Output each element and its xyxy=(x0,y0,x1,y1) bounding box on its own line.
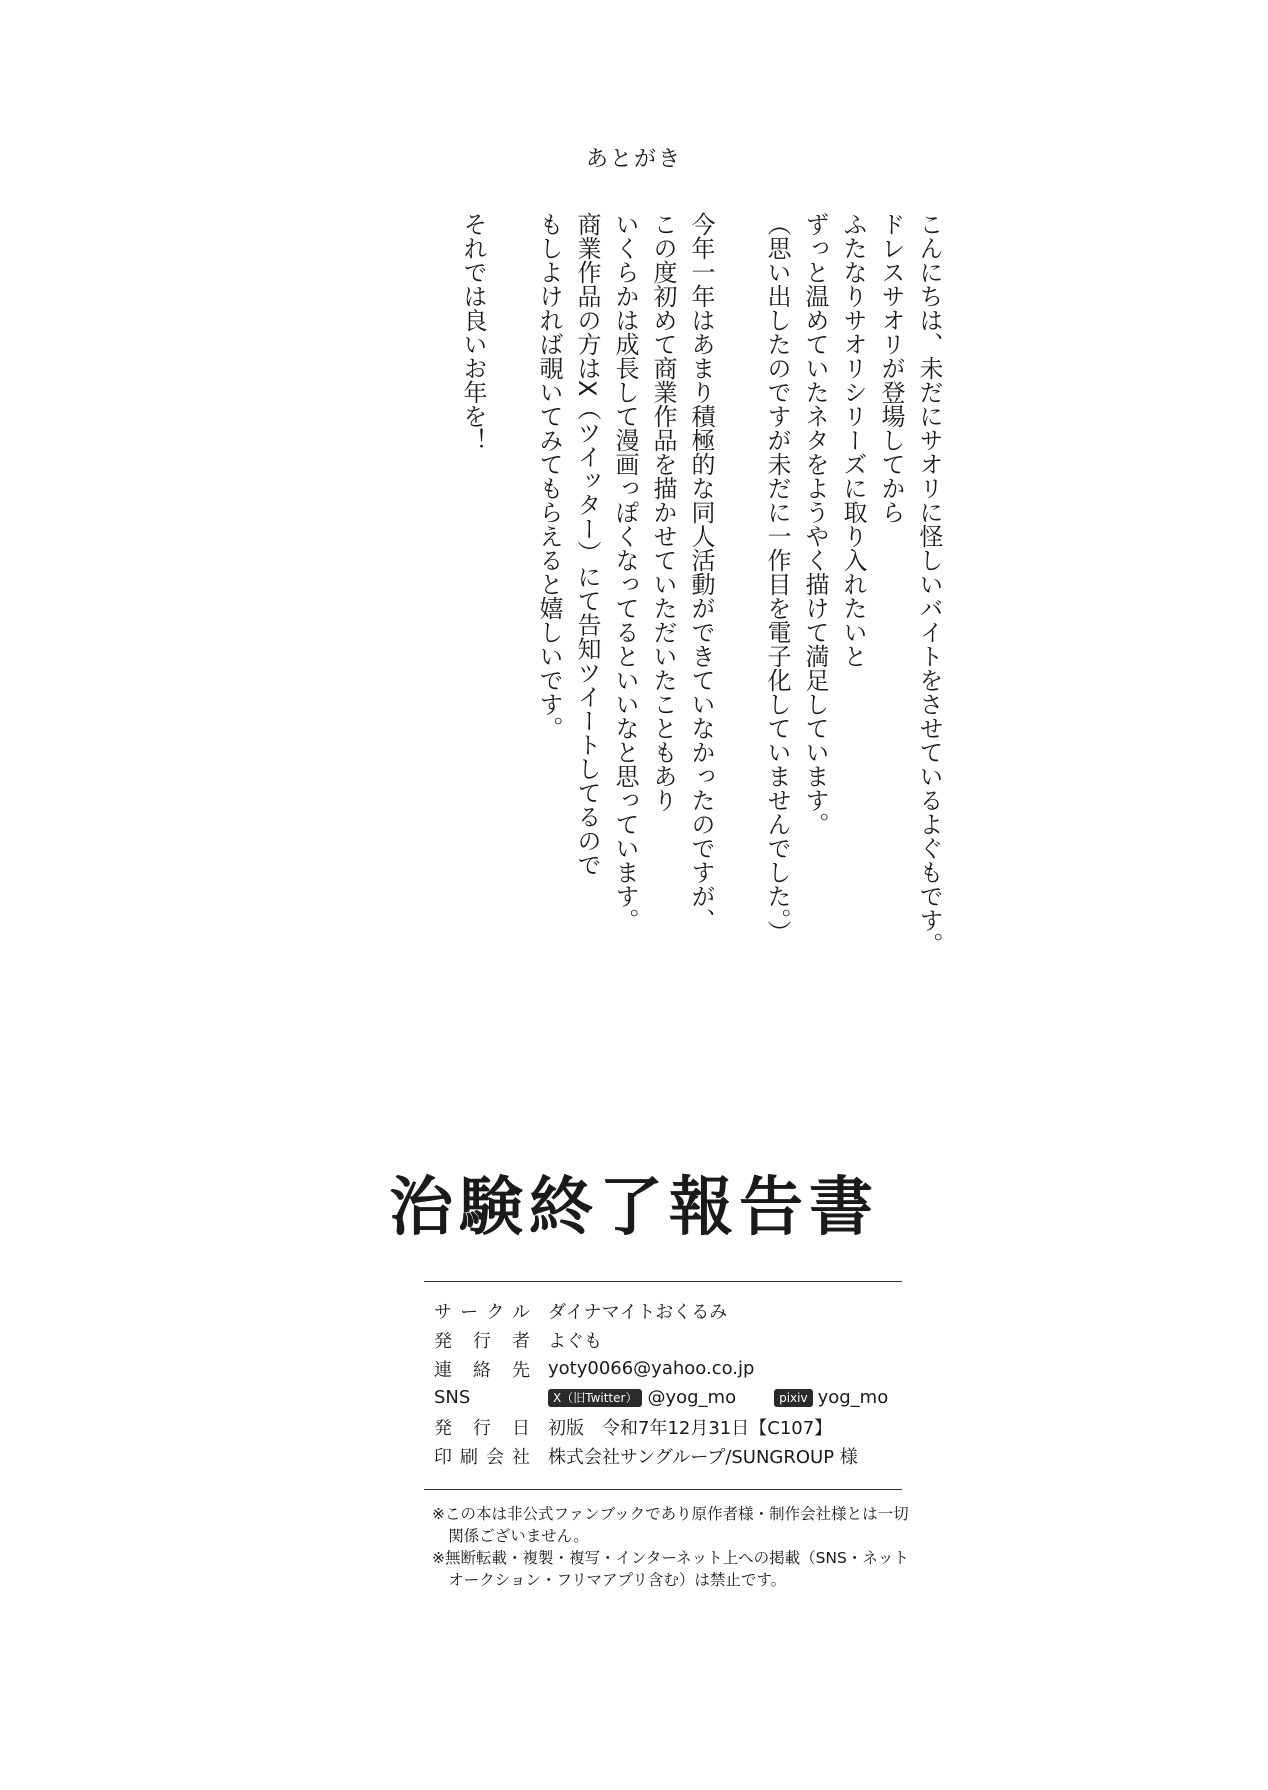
contact-email: yoty0066@yahoo.co.jp xyxy=(548,1358,755,1379)
colophon-row-printer xyxy=(434,1441,904,1470)
afterword-line: ふたなりサオリシリーズに取り入れたいと xyxy=(839,212,867,668)
colophon-row-date xyxy=(434,1412,904,1441)
afterword-line: 商業作品の方はX（ツイッター）にて告知ツイートしてるので xyxy=(573,212,601,877)
book-title: 治験終了報告書 xyxy=(389,1170,879,1245)
circle-label: サークル xyxy=(434,1301,530,1323)
colophon-row-sns xyxy=(434,1383,904,1412)
publisher-label: 発行者 xyxy=(434,1330,530,1352)
afterword-line: この度初めて商業作品を描かせていただいたこともあり xyxy=(649,212,677,812)
sns-value xyxy=(548,1387,888,1408)
colophon-row-publisher xyxy=(434,1325,904,1354)
printer-value: 株式会社サングループ/SUNGROUP 様 xyxy=(548,1446,858,1468)
colophon-row-circle xyxy=(434,1296,904,1325)
pixiv-handle: yog_mo xyxy=(817,1387,889,1408)
afterword-paragraph-gap xyxy=(720,212,758,932)
publisher-value: よぐも xyxy=(548,1330,602,1352)
afterword-line: （思い出したのですが未だに一作目を電子化していませんでした。） xyxy=(763,212,791,944)
afterword-title: あとがき xyxy=(585,147,682,172)
colophon-bottom-rule xyxy=(424,1489,902,1490)
date-label: 発行日 xyxy=(434,1417,530,1439)
afterword-line: ドレスサオリが登場してから xyxy=(877,212,905,524)
colophon-top-rule xyxy=(424,1281,902,1282)
afterword-body xyxy=(454,212,948,956)
colophon xyxy=(434,1296,904,1470)
afterword-line: ずっと温めていたネタをようやく描けて満足しています。 xyxy=(801,212,829,836)
colophon-row-contact xyxy=(434,1354,904,1383)
note-unofficial: ※この本は非公式ファンブックであり原作者様・制作会社様とは一切関係ございません。 xyxy=(432,1505,909,1545)
afterword-paragraph-gap xyxy=(492,212,530,932)
x-tag: X（旧Twitter） xyxy=(548,1389,642,1407)
circle-value: ダイナマイトおくるみ xyxy=(548,1301,728,1323)
afterword-line: もしよければ覗いてみてもらえると嬉しいです。 xyxy=(535,212,563,740)
contact-label: 連絡先 xyxy=(434,1359,530,1381)
date-value: 初版 令和7年12月31日【C107】 xyxy=(548,1417,833,1439)
afterword-line: いくらかは成長して漫画っぽくなってるといいなと思っています。 xyxy=(611,212,639,932)
printer-label: 印刷会社 xyxy=(434,1446,530,1468)
afterword-line: こんにちは、未だにサオリに怪しいバイトをさせているよぐもです。 xyxy=(915,212,943,956)
notes xyxy=(432,1503,910,1591)
sns-label: SNS xyxy=(434,1387,471,1408)
afterword-line: 今年一年はあまり積極的な同人活動ができていなかったのですが、 xyxy=(687,212,715,932)
x-handle: @yog_mo xyxy=(647,1387,737,1408)
pixiv-tag: pixiv xyxy=(774,1389,813,1407)
note-no-reproduction: ※無断転載・複製・複写・インターネット上への掲載（SNS・ネットオークション・フリマアプリ含む）は禁止です。 xyxy=(432,1549,909,1589)
afterword-line: それでは良いお年を！ xyxy=(459,212,487,452)
